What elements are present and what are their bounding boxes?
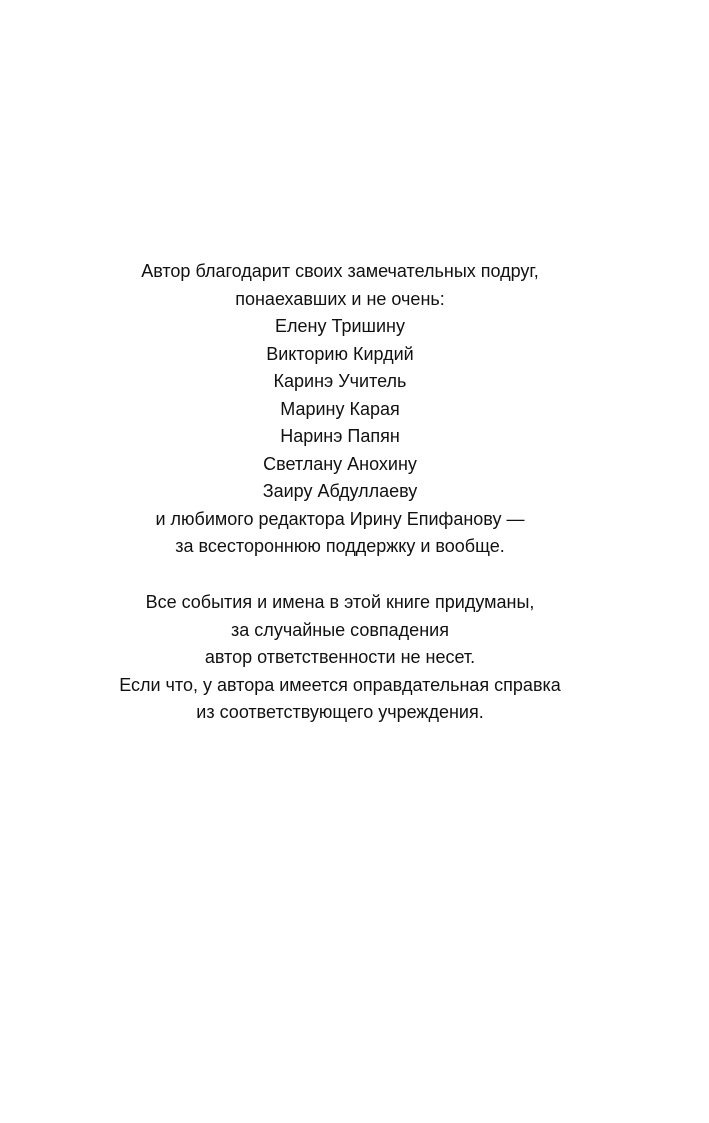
disclaimer-line: автор ответственности не несет. <box>204 647 476 667</box>
acknowledgements-line: Светлану Анохину <box>263 453 417 474</box>
disclaimer-line: Если что, у автора имеется оправдательная справка <box>119 674 561 695</box>
disclaimer-line: Все события и имена в этой книге придуманы, <box>145 592 535 612</box>
acknowledgements-line: Викторию Кирдий <box>266 343 414 364</box>
acknowledgements-line: Каринэ Учитель <box>273 371 407 391</box>
acknowledgements-block <box>0 258 680 561</box>
acknowledgements-line: Заиру Абдуллаеву <box>262 481 418 501</box>
acknowledgements-line: Автор благодарит своих замечательных подруг, <box>141 261 539 281</box>
acknowledgements-line: понаехавших и не очень: <box>235 288 445 309</box>
acknowledgements-line: Марину Карая <box>280 398 400 419</box>
acknowledgements-line: Наринэ Папян <box>280 426 400 446</box>
acknowledgements-line: и любимого редактора Ирину Епифанову — <box>155 508 525 529</box>
acknowledgements-line: за всестороннюю поддержку и вообще. <box>175 536 505 556</box>
disclaimer-block <box>0 589 680 727</box>
acknowledgements-line: Елену Тришину <box>275 316 405 336</box>
disclaimer-line: за случайные совпадения <box>231 619 449 640</box>
disclaimer-line: из соответствующего учреждения. <box>196 702 484 722</box>
